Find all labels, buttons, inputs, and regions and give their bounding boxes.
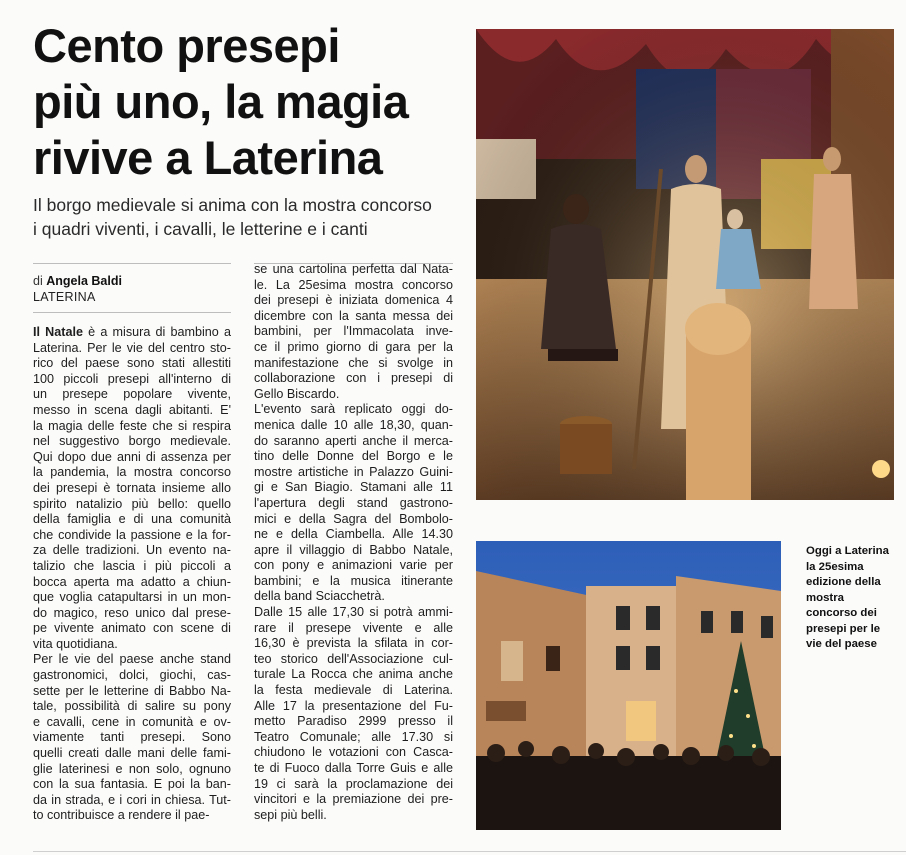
article-text-line: metto Paradiso 2999 presso il [254, 714, 453, 729]
article-text-line: 19 ci sarà la proclamazione dei [254, 776, 453, 791]
article-text-line: le. La 25esima mostra concorso [254, 277, 453, 292]
article-column-1 [33, 325, 231, 824]
article-text-line: Dalle 15 alle 17,30 si potrà ammi- [254, 605, 453, 620]
article-text-line: e cavalli, cene in comunità e ov- [33, 714, 231, 729]
bottom-divider [33, 851, 906, 852]
byline [33, 273, 122, 305]
article-text-line: apre il villaggio di Babbo Natale, [254, 542, 453, 557]
headline-line: più uno, la magia [33, 75, 409, 128]
article-text-line: teo storico dell'Associazione cul- [254, 651, 453, 666]
article-text-line: vita quotidiana. [33, 636, 118, 651]
article-text-line: Il Natale è a misura di bambino a [33, 325, 232, 339]
article-text-line: dei presepi è iniziata domenica 4 [254, 293, 453, 308]
article-text-line: quelli creati dalle mani delle fami- [33, 746, 231, 761]
article-text-line: la pandemia, la mostra concorso [33, 465, 231, 480]
article-text-line: bocca aperta ma adatto a chiun- [33, 574, 231, 589]
headline-line: rivive a Laterina [33, 131, 383, 184]
headline [33, 18, 463, 186]
article-text-line: la festa medievale di Laterina. [254, 683, 453, 698]
article-text-line: che condivide la passione e la for- [33, 527, 231, 542]
article-text-line: collaborazione con i presepi di [254, 371, 453, 386]
article-text-line: sepi più belli. [254, 807, 327, 822]
article-text-line: della band Sciacchetrà. [254, 589, 385, 604]
article-text-line: turale La Rocca che anima anche [254, 667, 453, 682]
article-text-line: bambini; e la musica itinerante [254, 573, 453, 588]
article-text-line: manifestazione che si svolge in [254, 355, 453, 370]
article-text-line: ne e della Ciambella. Alle 14.30 [254, 527, 453, 542]
subhead-line: Il borgo medievale si anima con la mostra concorso [33, 195, 432, 215]
article-text-line: te di Fuoco dalla Torre Guis e alle [254, 761, 453, 775]
article-text-line: dicembre con la santa messa dei [254, 308, 453, 323]
article-text-line: chiudono le votazioni con Casca- [254, 745, 453, 760]
divider [33, 312, 231, 313]
article-text-line: mici e della Sagra del Bombolo- [254, 511, 453, 526]
article-text-line: nel suggestivo borgo medievale. [33, 434, 231, 449]
article-text-line: za delle tradizioni. Un evento na- [33, 543, 231, 558]
dateline-location: LATERINA [33, 290, 96, 304]
caption-line: edizione della [806, 576, 881, 588]
nativity-scene-photo [476, 29, 894, 500]
caption-line: la 25esima [806, 560, 864, 573]
article-text-line: 16,30 è prevista la sfilata in cor- [254, 636, 453, 651]
article-text-line: con pony e animazioni varie per [254, 558, 453, 573]
article-text-line: menica dalle 10 alle 18,30, quan- [254, 417, 453, 432]
article-text-line: ce il primo giorno di gara per la [254, 339, 453, 354]
article-text-line: tale, possibilità di salire su pony [33, 699, 231, 714]
article-text-line: la magia delle feste che si respira [33, 418, 231, 433]
article-text-line: dei presepi è tornata insieme allo [33, 480, 231, 495]
article-text-line: rare il presepe vivente e alle [254, 620, 453, 635]
subheadline [33, 193, 473, 241]
article-text-line: Qui dopo due anni di assenza per [33, 449, 231, 464]
article-text-line: 100 piccoli presepi all'interno di [33, 371, 231, 386]
article-text-line: do saranno aperti anche il merca- [254, 433, 453, 448]
article-text-line: mostre artistiche in Palazzo Guini- [254, 464, 453, 479]
article-text-line: pe vivente animato con scene di [33, 621, 231, 636]
article-text-line: se una cartolina perfetta dal Nata- [254, 262, 453, 276]
article-text-line: gastronomici, dolci, giochi, cas- [33, 668, 231, 683]
article-text-line: talizio che lascia i più piccoli a [33, 558, 231, 573]
caption-line: presepi per le [806, 622, 881, 635]
photo-caption [806, 544, 902, 653]
headline-line: Cento presepi [33, 19, 340, 72]
article-text-line: tino delle Donne del Borgo e le [254, 449, 453, 464]
article-text-line: Alle 17 la presentazione del Fu- [254, 698, 453, 713]
byline-prefix: di [33, 274, 43, 288]
article-text-line: con la sua fantasia. E poi la ban- [33, 777, 231, 792]
article-text-line: do magico, reso unico dal prese- [33, 605, 231, 620]
caption-line: Oggi a Laterina [806, 545, 889, 557]
article-text-line: messo in scena dagli abitanti. E' [33, 402, 231, 417]
article-text-line: bambini, per l'Immacolata inve- [254, 324, 453, 339]
article-text-line: un presepe popolare vivente, [33, 387, 231, 402]
article-text-line: viamente tanti presepi. Sono [33, 730, 231, 745]
article-text-line: gi e San Biagio. Stamani alle 11 [254, 480, 453, 495]
article-text-line: L'evento sarà replicato oggi do- [254, 402, 453, 417]
caption-line: concorso dei [806, 607, 877, 619]
article-text-line: Laterina. Per le vie del centro sto- [33, 340, 231, 355]
article-text-line: que voglia catapultarsi in un mon- [33, 590, 231, 605]
caption-line: vie del paese [806, 638, 877, 650]
author-name: Angela Baldi [46, 274, 122, 288]
article-text-line: rico del paese sono stati allestiti [33, 356, 231, 371]
article-text-line: spirito natalizio più bello: quello [33, 496, 231, 511]
article-text-line: glie laterinesi e non solo, ognuno [33, 761, 231, 776]
divider [33, 263, 231, 264]
article-text-line: l'apertura degli stand gastrono- [254, 495, 453, 510]
subhead-line: i quadri viventi, i cavalli, le letterine e i canti [33, 219, 368, 239]
article-text-line: sette per le letterine di Babbo Na- [33, 683, 231, 698]
article-text-line: Gello Biscardo. [254, 386, 340, 401]
article-text-line: da in strada, e i cori in chiesa. Tut- [33, 792, 231, 807]
caption-line: mostra [806, 591, 844, 604]
article-text-line: to contribuisce a rendere il pae- [33, 808, 210, 823]
article-text-line: Teatro Comunale; alle 17.30 si [254, 729, 453, 744]
article-text-line: vincitori e la premiazione dei pre- [254, 792, 453, 807]
village-square-photo [476, 541, 781, 830]
article-column-2 [254, 262, 453, 823]
article-text-line: della famiglia e di una comunità [33, 512, 231, 527]
article-text-line: Per le vie del paese anche stand [33, 652, 231, 667]
